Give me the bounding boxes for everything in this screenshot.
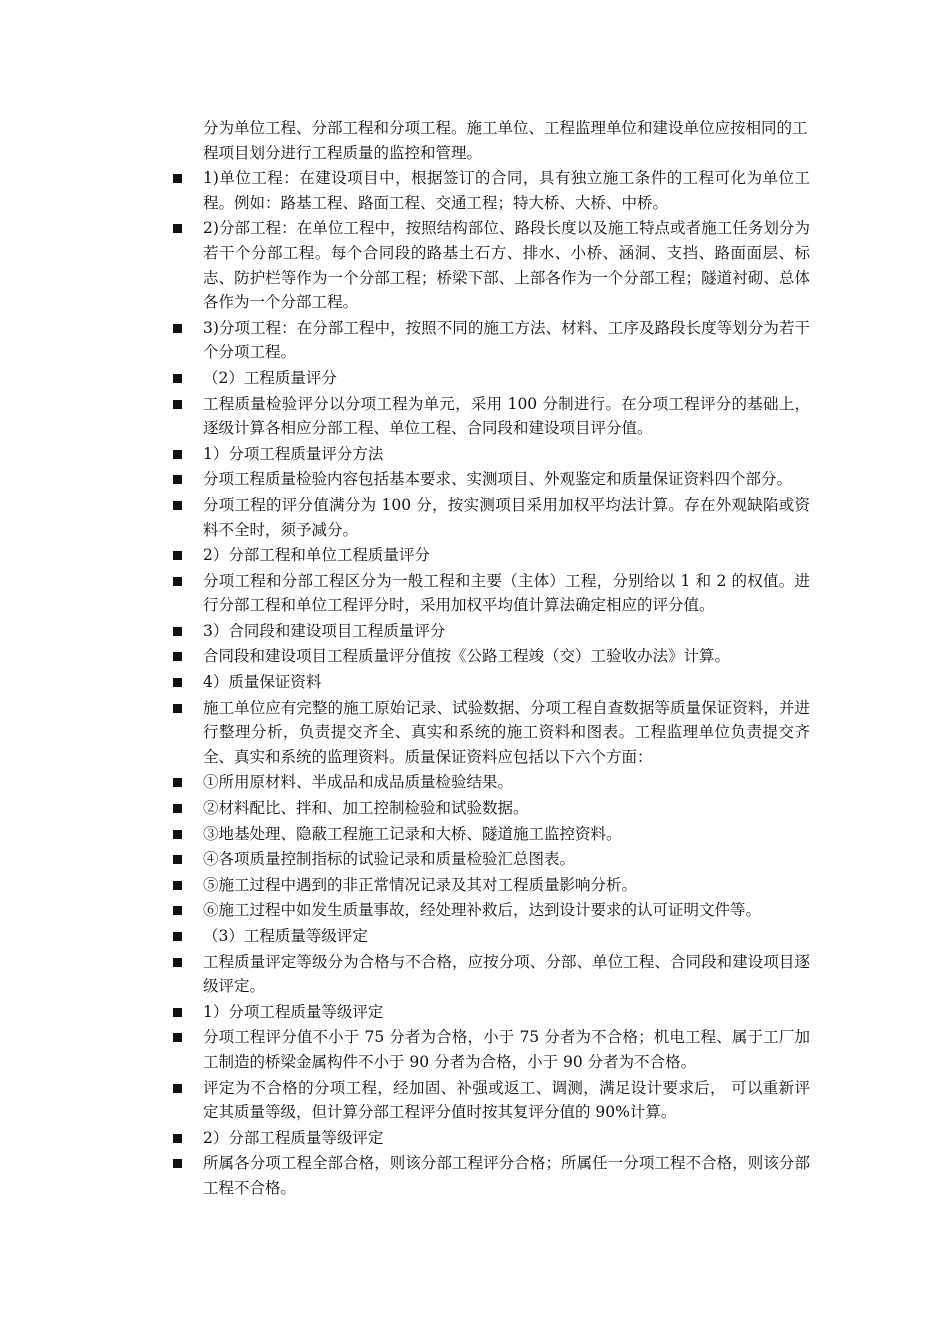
square-bullet-icon — [170, 569, 203, 594]
subsection-heading-text: 1）分项工程质量等级评定 — [203, 1002, 384, 1021]
square-bullet-icon — [170, 1076, 203, 1101]
subsection-heading — [170, 619, 810, 644]
square-bullet-icon — [170, 898, 203, 923]
square-bullet-icon — [170, 1151, 203, 1176]
list-item-text: ②材料配比、拌和、加工控制检验和试验数据。 — [203, 799, 529, 818]
list-item — [170, 796, 810, 821]
subsection-heading — [170, 1000, 810, 1025]
list-item-text: 所属各分项工程全部合格，则该分部工程评分合格；所属任一分项工程不合格，则该分部工程不合格。 — [203, 1154, 810, 1197]
list-item-text: ⑤施工过程中遇到的非正常情况记录及其对工程质量影响分析。 — [203, 875, 638, 894]
square-bullet-icon — [170, 619, 203, 644]
square-bullet-icon — [170, 1000, 203, 1025]
list-item — [170, 1025, 810, 1074]
list-item-text: 分项工程的评分值满分为 100 分，按实测项目采用加权平均法计算。存在外观缺陷或资料不全时，须予减分。 — [203, 495, 810, 539]
list-item-text: 分项工程质量检验内容包括基本要求、实测项目、外观鉴定和质量保证资料四个部分。 — [203, 470, 793, 489]
square-bullet-icon — [170, 644, 203, 669]
list-item-text: 合同段和建设项目工程质量评分值按《公路工程竣（交）工验收办法》计算。 — [203, 647, 731, 666]
list-item-text: 分项工程和分部工程区分为一般工程和主要（主体）工程，分别给以 1 和 2 的权值。进行分部工程和单位工程评分时，采用加权平均值计算法确定相应的评分值。 — [203, 571, 810, 615]
subsection-heading — [170, 670, 810, 695]
subsection-heading-text: 3）合同段和建设项目工程质量评分 — [203, 621, 446, 640]
square-bullet-icon — [170, 216, 203, 241]
list-item — [170, 569, 810, 618]
list-item — [170, 1151, 810, 1200]
list-item — [170, 873, 810, 898]
square-bullet-icon — [170, 366, 203, 391]
square-bullet-icon — [170, 950, 203, 975]
list-item — [170, 770, 810, 795]
subsection-heading-text: 4）质量保证资料 — [203, 673, 322, 692]
list-item-text: 工程质量评定等级分为合格与不合格，应按分项、分部、单位工程、合同段和建设项目逐级评定。 — [203, 952, 810, 996]
square-bullet-icon — [170, 670, 203, 695]
list-item-text: 分项工程评分值不小于 75 分者为合格，小于 75 分者为不合格；机电工程、属于工厂加工制造的桥梁金属构件不小于 90 分者为合格，小于 90 分者为不合格。 — [203, 1028, 810, 1071]
list-item — [170, 950, 810, 999]
list-item-text: ⑥施工过程中如发生质量事故，经处理补救后，达到设计要求的认可证明文件等。 — [203, 901, 762, 920]
list-item — [170, 644, 810, 669]
square-bullet-icon — [170, 467, 203, 492]
list-item — [170, 493, 810, 542]
subsection-heading — [170, 543, 810, 568]
list-item — [170, 847, 810, 872]
list-item — [170, 1076, 810, 1125]
square-bullet-icon — [170, 822, 203, 847]
subsection-heading-text: 1）分项工程质量评分方法 — [203, 444, 384, 463]
subsection-heading-text: 2）分部工程和单位工程质量评分 — [203, 546, 430, 565]
square-bullet-icon — [170, 1025, 203, 1050]
list-item-text: 工程质量检验评分以分项工程为单元，采用 100 分制进行。在分项工程评分的基础上，逐级计算各相应分部工程、单位工程、合同段和建设项目评分值。 — [203, 394, 810, 438]
list-item-text: 施工单位应有完整的施工原始记录、试验数据、分项工程自查数据等质量保证资料，并进行整理分析，负责提交齐全、真实和系统的施工资料和图表。工程监理单位负责提交齐全、真实和系统的监理资料。质量保证资料应包括以下六个方面： — [203, 698, 810, 766]
list-item — [170, 898, 810, 923]
section-heading — [170, 366, 810, 391]
square-bullet-icon — [170, 770, 203, 795]
square-bullet-icon — [170, 847, 203, 872]
list-item-text: ①所用原材料、半成品和成品质量检验结果。 — [203, 773, 514, 792]
subsection-heading — [170, 442, 810, 467]
intro-paragraph: 分为单位工程、分部工程和分项工程。施工单位、工程监理单位和建设单位应按相同的工程项目划分进行工程质量的监控和管理。 — [203, 119, 808, 162]
list-item-text: 1)单位工程：在建设项目中，根据签订的合同，具有独立施工条件的工程可化为单位工程。例如：路基工程、路面工程、交通工程；特大桥、大桥、中桥。 — [203, 169, 810, 212]
section-heading — [170, 924, 810, 949]
list-item-text: 3)分项工程：在分部工程中，按照不同的施工方法、材料、工序及路段长度等划分为若干个分项工程。 — [203, 318, 810, 362]
list-item-text: 评定为不合格的分项工程，经加固、补强或返工、调测，满足设计要求后， 可以重新评定其质量等级，但计算分部工程评分值时按其复评分值的 90%计算。 — [203, 1078, 810, 1122]
square-bullet-icon — [170, 316, 203, 341]
list-item — [170, 822, 810, 847]
list-item-text: ③地基处理、隐蔽工程施工记录和大桥、隧道施工监控资料。 — [203, 824, 622, 843]
list-item — [170, 467, 810, 492]
square-bullet-icon — [170, 1126, 203, 1151]
section-heading-text: （3）工程质量等级评定 — [203, 927, 368, 945]
list-item-text: 2)分部工程：在单位工程中，按照结构部位、路段长度以及施工特点或者施工任务划分为若干个分部工程。每个合同段的路基土石方、排水、小桥、涵洞、支挡、路面面层、标志、防护栏等作为一个分部工程；桥梁下部、上部各作为一个分部工程；隧道衬砌、总体各作为一个分部工程。 — [203, 219, 810, 312]
section-heading-text: （2）工程质量评分 — [203, 368, 337, 387]
square-bullet-icon — [170, 493, 203, 518]
square-bullet-icon — [170, 696, 203, 721]
square-bullet-icon — [170, 543, 203, 568]
subsection-heading-text: 2）分部工程质量等级评定 — [203, 1128, 384, 1147]
list-item — [170, 392, 810, 441]
square-bullet-icon — [170, 924, 203, 949]
list-item — [170, 316, 810, 365]
square-bullet-icon — [170, 166, 203, 191]
square-bullet-icon — [170, 873, 203, 898]
square-bullet-icon — [170, 392, 203, 417]
square-bullet-icon — [170, 796, 203, 821]
subsection-heading — [170, 1126, 810, 1151]
document-body — [170, 116, 810, 1202]
list-item — [170, 166, 810, 215]
list-item-text: ④各项质量控制指标的试验记录和质量检验汇总图表。 — [203, 850, 576, 869]
square-bullet-icon — [170, 442, 203, 467]
list-item — [170, 216, 810, 314]
list-item — [170, 696, 810, 770]
